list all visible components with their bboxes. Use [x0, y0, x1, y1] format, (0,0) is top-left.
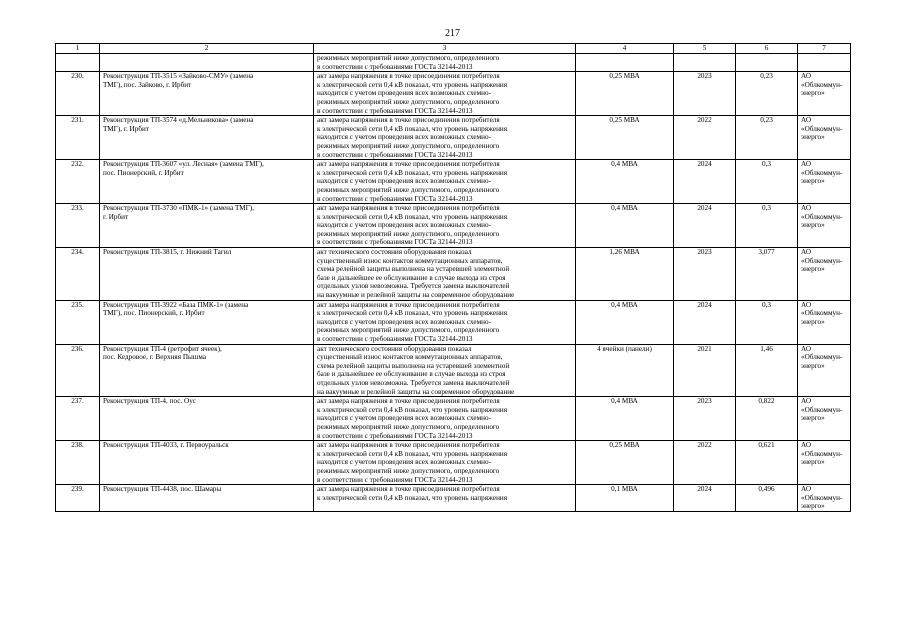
justification: режимных мероприятий ниже допустимого, определенного в соответствии с требованиями ГОСТа 32144-2013 — [314, 54, 576, 72]
object-name: Реконструкция ТП-3574 «д.Мельникова» (замена ТМГ), г. Ирбит — [100, 116, 314, 160]
table-row — [56, 248, 851, 301]
owner: АО «Облкоммун- энерго» — [798, 72, 851, 116]
table-row — [56, 204, 851, 248]
object-name: Реконструкция ТП-4 (ретрофит ячеек), пос. Кедровое, г. Верхняя Пышма — [100, 344, 314, 397]
page-number: 217 — [445, 28, 460, 39]
investment-table — [55, 43, 851, 512]
cost: 0,822 — [736, 397, 798, 441]
object-name: Реконструкция ТП-3515 «Зайково-СМУ» (замена ТМГ), пос. Зайково, г. Ирбит — [100, 72, 314, 116]
cost: 0,23 — [736, 72, 798, 116]
cost: 0,3 — [736, 204, 798, 248]
row-number: 237. — [56, 397, 100, 441]
table-row — [56, 300, 851, 344]
year: 2022 — [674, 441, 736, 485]
capacity — [576, 54, 674, 72]
table-row — [56, 72, 851, 116]
table-row — [56, 344, 851, 397]
header-row — [56, 44, 851, 54]
cost: 1,46 — [736, 344, 798, 397]
header-col-1: 1 — [56, 44, 100, 54]
cost: 0,3 — [736, 160, 798, 204]
capacity: 0,25 МВА — [576, 116, 674, 160]
header-col-5: 5 — [674, 44, 736, 54]
table-header — [56, 44, 851, 54]
year: 2024 — [674, 300, 736, 344]
owner: АО «Облкоммун- энерго» — [798, 344, 851, 397]
header-col-6: 6 — [736, 44, 798, 54]
year: 2023 — [674, 248, 736, 301]
table-row — [56, 441, 851, 485]
year: 2022 — [674, 116, 736, 160]
owner — [798, 54, 851, 72]
capacity: 0,1 МВА — [576, 485, 674, 512]
object-name: Реконструкция ТП-3815, г. Нижний Тагил — [100, 248, 314, 301]
cost: 0,23 — [736, 116, 798, 160]
continuation-row — [56, 54, 851, 72]
year: 2024 — [674, 160, 736, 204]
justification: акт замера напряжения в точке присоединения потребителя к электрической сети 0,4 кВ показал, что уровень напряжения находится с учетом проведения всех возможных схемно- режимных мероприятий ниже допустимого, определенного в соответствии с требованиями ГОСТа 32144-2013 — [314, 204, 576, 248]
header-col-4: 4 — [576, 44, 674, 54]
cost: 0,621 — [736, 441, 798, 485]
owner: АО «Облкоммун- энерго» — [798, 116, 851, 160]
object-name: Реконструкция ТП-4033, г. Первоуральск — [100, 441, 314, 485]
object-name: Реконструкция ТП-3730 «ПМК-1» (замена ТМГ), г. Ирбит — [100, 204, 314, 248]
capacity: 4 ячейки (панели) — [576, 344, 674, 397]
year: 2024 — [674, 204, 736, 248]
justification: акт замера напряжения в точке присоединения потребителя к электрической сети 0,4 кВ показал, что уровень напряжения находится с учетом проведения всех возможных схемно- режимных мероприятий ниже допустимого, определенного в соответствии с требованиями ГОСТа 32144-2013 — [314, 160, 576, 204]
row-number — [56, 54, 100, 72]
capacity: 0,4 МВА — [576, 160, 674, 204]
table-row — [56, 397, 851, 441]
header-col-7: 7 — [798, 44, 851, 54]
cost — [736, 54, 798, 72]
header-col-3: 3 — [314, 44, 576, 54]
object-name: Реконструкция ТП-4, пос. Оус — [100, 397, 314, 441]
justification: акт замера напряжения в точке присоединения потребителя к электрической сети 0,4 кВ показал, что уровень напряжения находится с учетом проведения всех возможных схемно- режимных мероприятий ниже допустимого, определенного в соответствии с требованиями ГОСТа 32144-2013 — [314, 397, 576, 441]
row-number: 232. — [56, 160, 100, 204]
justification: акт замера напряжения в точке присоединения потребителя к электрической сети 0,4 кВ показал, что уровень напряжения — [314, 485, 576, 512]
row-number: 236. — [56, 344, 100, 397]
justification: акт замера напряжения в точке присоединения потребителя к электрической сети 0,4 кВ показал, что уровень напряжения находится с учетом проведения всех возможных схемно- режимных мероприятий ниже допустимого, определенного в соответствии с требованиями ГОСТа 32144-2013 — [314, 116, 576, 160]
cost: 0,3 — [736, 300, 798, 344]
row-number: 230. — [56, 72, 100, 116]
capacity: 0,4 МВА — [576, 397, 674, 441]
table-row — [56, 160, 851, 204]
year: 2024 — [674, 485, 736, 512]
object-name: Реконструкция ТП-4438, пос. Шамары — [100, 485, 314, 512]
justification: акт замера напряжения в точке присоединения потребителя к электрической сети 0,4 кВ показал, что уровень напряжения находится с учетом проведения всех возможных схемно- режимных мероприятий ниже допустимого, определенного в соответствии с требованиями ГОСТа 32144-2013 — [314, 72, 576, 116]
row-number: 231. — [56, 116, 100, 160]
year: 2023 — [674, 397, 736, 441]
row-number: 233. — [56, 204, 100, 248]
justification: акт замера напряжения в точке присоединения потребителя к электрической сети 0,4 кВ показал, что уровень напряжения находится с учетом проведения всех возможных схемно- режимных мероприятий ниже допустимого, определенного в соответствии с требованиями ГОСТа 32144-2013 — [314, 441, 576, 485]
justification: акт технического состояния оборудования показал существенный износ контактов коммутационных аппаратов, схема релейной защиты выполнена на устаревшей элементной базе и дальнейшее ее обслуживание в случае выхода из строя отдельных узлов невозможна. Требуется замена выключателей на вакуумные и релейной защиты на современное оборудование — [314, 248, 576, 301]
year: 2023 — [674, 72, 736, 116]
object-name: Реконструкция ТП-3922 «База ПМК-1» (замена ТМГ), пос. Пионерский, г. Ирбит — [100, 300, 314, 344]
row-number: 235. — [56, 300, 100, 344]
row-number: 239. — [56, 485, 100, 512]
owner: АО «Облкоммун- энерго» — [798, 397, 851, 441]
table-body — [56, 54, 851, 512]
owner: АО «Облкоммун- энерго» — [798, 248, 851, 301]
capacity: 0,4 МВА — [576, 300, 674, 344]
year: 2021 — [674, 344, 736, 397]
object-name — [100, 54, 314, 72]
capacity: 0,25 МВА — [576, 441, 674, 485]
owner: АО «Облкоммун- энерго» — [798, 204, 851, 248]
header-col-2: 2 — [100, 44, 314, 54]
year — [674, 54, 736, 72]
capacity: 0,4 МВА — [576, 204, 674, 248]
table-row — [56, 116, 851, 160]
object-name: Реконструкция ТП-3607 «ул. Лесная» (замена ТМГ), пос. Пионерский, г. Ирбит — [100, 160, 314, 204]
justification: акт замера напряжения в точке присоединения потребителя к электрической сети 0,4 кВ показал, что уровень напряжения находится с учетом проведения всех возможных схемно- режимных мероприятий ниже допустимого, определенного в соответствии с требованиями ГОСТа 32144-2013 — [314, 300, 576, 344]
capacity: 0,25 МВА — [576, 72, 674, 116]
capacity: 1,26 МВА — [576, 248, 674, 301]
cost: 3,077 — [736, 248, 798, 301]
justification: акт технического состояния оборудования показал существенный износ контактов коммутационных аппаратов, схема релейной защиты выполнена на устаревшей элементной базе и дальнейшее ее обслуживание в случае выхода из строя отдельных узлов невозможна. Требуется замена выключателей на вакуумные и релейной защиты на современное оборудование — [314, 344, 576, 397]
table-row — [56, 485, 851, 512]
owner: АО «Облкоммун- энерго» — [798, 441, 851, 485]
owner: АО «Облкоммун- энерго» — [798, 485, 851, 512]
cost: 0,496 — [736, 485, 798, 512]
row-number: 238. — [56, 441, 100, 485]
row-number: 234. — [56, 248, 100, 301]
owner: АО «Облкоммун- энерго» — [798, 300, 851, 344]
owner: АО «Облкоммун- энерго» — [798, 160, 851, 204]
